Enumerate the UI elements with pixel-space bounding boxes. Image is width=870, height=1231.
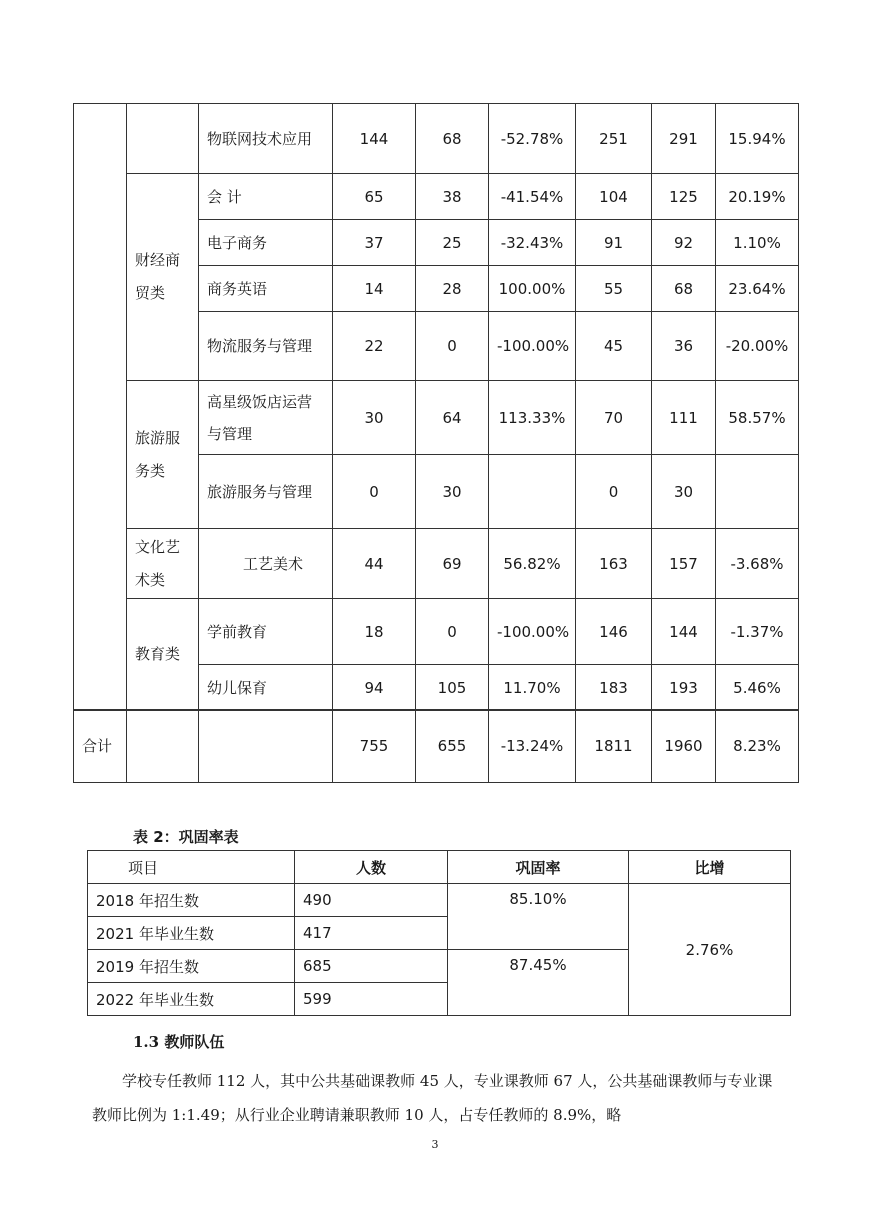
category-education: 教育类 [127, 599, 199, 711]
category-tourism: 旅游服务类 [127, 381, 199, 529]
table-row: 幼儿保育 94 105 11.70% 183 193 5.46% [74, 665, 799, 711]
table-row: 物联网技术应用 144 68 -52.78% 251 291 15.94% [74, 104, 799, 174]
category-finance: 财经商贸类 [127, 174, 199, 381]
retention-table [87, 850, 791, 1016]
table-row: 文化艺术类 工艺美术 44 69 56.82% 163 157 -3.68% [74, 529, 799, 599]
table-row: 旅游服务与管理 0 30 0 30 [74, 455, 799, 529]
table-header-row: 项目 人数 巩固率 比增 [88, 851, 791, 884]
table-row: 2022 年毕业生数 599 [88, 983, 791, 1016]
table-row: 商务英语 14 28 100.00% 55 68 23.64% [74, 266, 799, 312]
category-art: 文化艺术类 [127, 529, 199, 599]
table-row: 2019 年招生数 685 87.45% [88, 950, 791, 983]
page-number: 3 [431, 1138, 439, 1151]
table-row: 电子商务 37 25 -32.43% 91 92 1.10% [74, 220, 799, 266]
table-row: 2018 年招生数 490 85.10% 2.76% [88, 884, 791, 917]
body-paragraph: 学校专任教师 112 人，其中公共基础课教师 45 人，专业课教师 67 人，公共基础课教师与专业课教师比例为 1:1.49；从行业企业聘请兼职教师 10 人，占专任教师的 8.9%，略 [92, 1072, 773, 1124]
table-row: 2021 年毕业生数 417 [88, 917, 791, 950]
section-title: 1.3 教师队伍 [133, 1033, 225, 1051]
enrollment-table [73, 103, 799, 711]
table-row: 财经商贸类 会 计 65 38 -41.54% 104 125 20.19% [74, 174, 799, 220]
table-caption: 表 2：巩固率表 [133, 828, 239, 846]
total-row-table [73, 709, 799, 783]
table-row: 教育类 学前教育 18 0 -100.00% 146 144 -1.37% [74, 599, 799, 665]
table-row: 物流服务与管理 22 0 -100.00% 45 36 -20.00% [74, 312, 799, 381]
table-row: 旅游服务类 高星级饭店运营与管理 30 64 113.33% 70 111 58.57% [74, 381, 799, 455]
total-row: 合计 755 655 -13.24% 1811 1960 8.23% [74, 710, 799, 783]
